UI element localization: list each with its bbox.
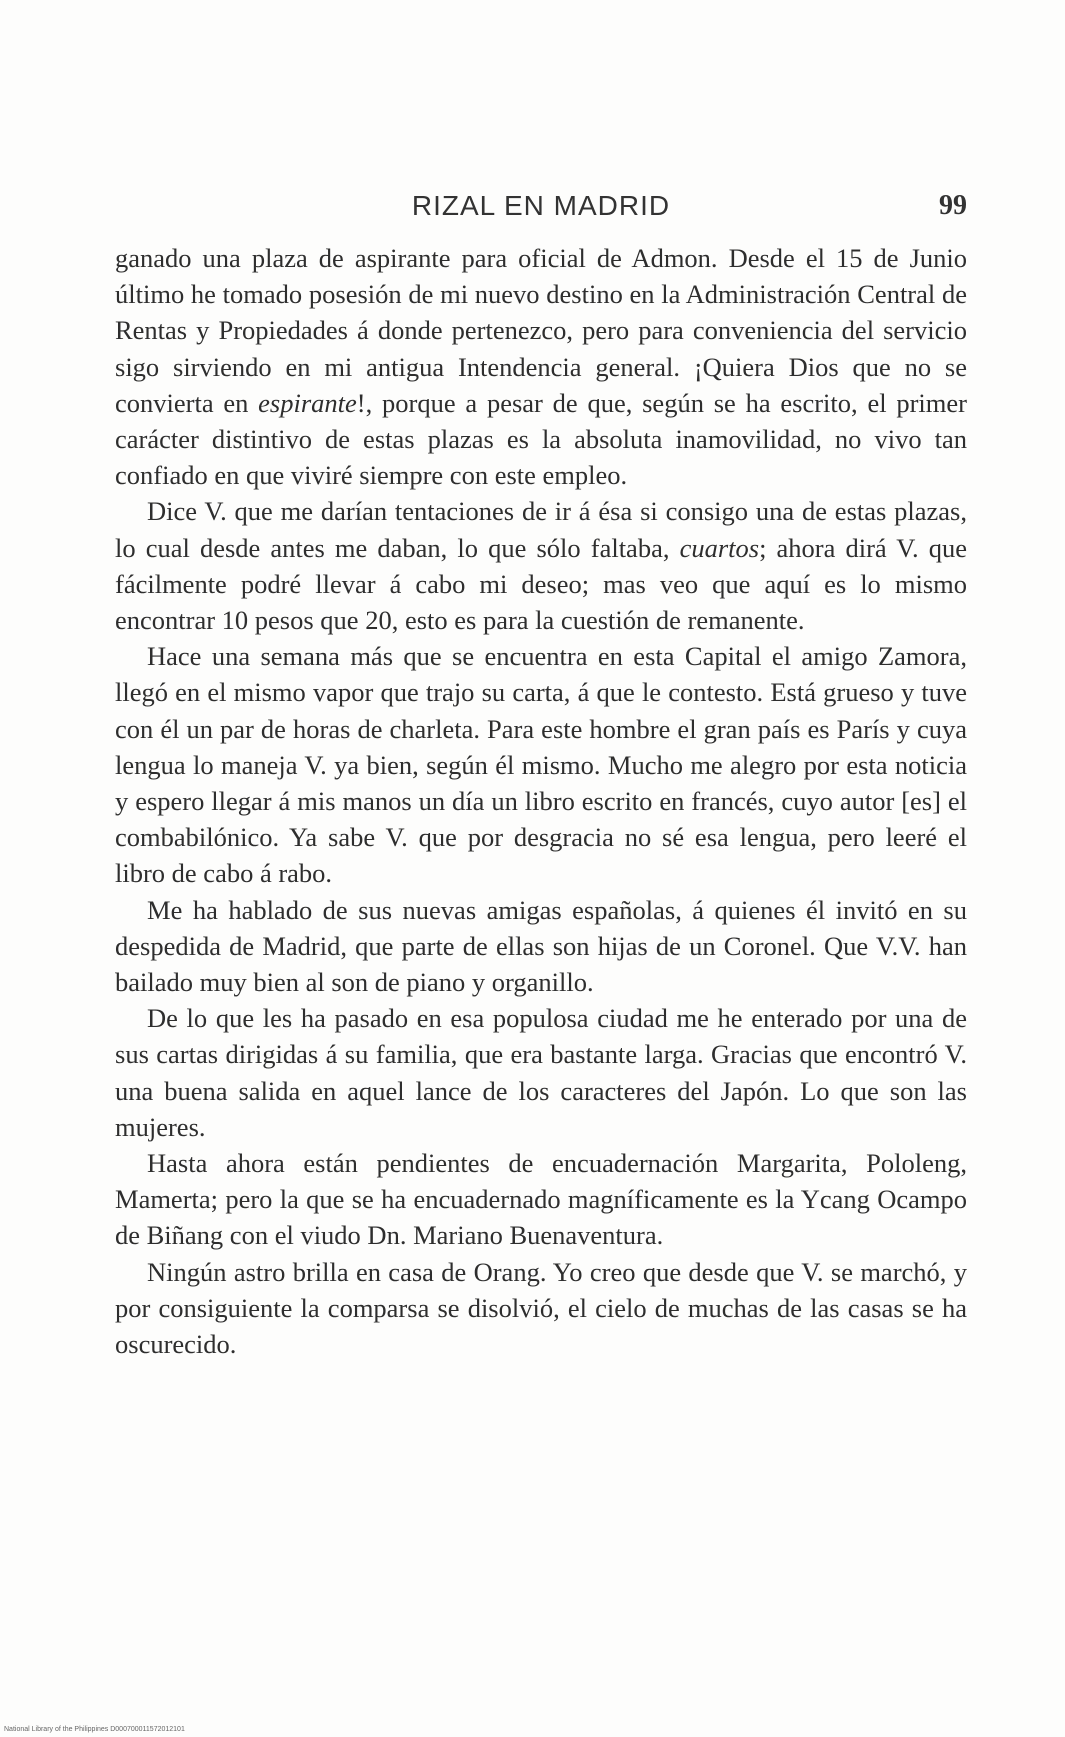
italic-text: espirante (258, 387, 357, 418)
page-number: 99 (939, 190, 967, 221)
page-header (115, 190, 967, 230)
paragraph (115, 892, 967, 1001)
paragraph (115, 1145, 967, 1254)
paragraph (115, 1254, 967, 1363)
text-run: De lo que les ha pasado en esa populosa ciudad me he enterado por una de sus cartas dirigidas á su familia, que era bastante larga. Gracias que encontró V. una buena salida en aquel lance de los caracteres del Japón. Lo que son las mujeres. (115, 1003, 967, 1142)
italic-text: cuartos (679, 532, 760, 563)
archive-footer: National Library of the Philippines D000700011572012101 (4, 1726, 185, 1733)
text-run: !, porque a pesar de que, según se ha escrito, el primer carácter distintivo de estas plazas es la absoluta inamovilidad, no vivo tan confiado en que viviré siempre con este empleo. (115, 387, 967, 491)
paragraph (115, 240, 967, 493)
body-text (115, 240, 967, 1362)
paragraph (115, 638, 967, 891)
text-run: ganado una plaza de aspirante para oficial de Admon. Desde el 15 de Junio último he tomado posesión de mi nuevo destino en la Administración Central de Rentas y Propiedades á donde pertenezco, pero para conveniencia del servicio sigo sirviendo en mi antigua Intendencia general. ¡Quiera Dios que no se convierta en (115, 243, 967, 418)
text-run: Me ha hablado de sus nuevas amigas españolas, á quienes él invitó en su despedida de Madrid, que parte de ellas son hijas de un Coronel. Que V.V. han bailado muy bien al son de piano y organillo. (115, 894, 967, 998)
text-run: Hasta ahora están pendientes de encuadernación Margarita, Pololeng, Mamerta; pero la que se ha encuadernado magníficamente es la Ycang Ocampo de Biñang con el viudo Dn. Mariano Buenaventura. (115, 1148, 967, 1251)
text-run: Ningún astro brilla en casa de Orang. Yo creo que desde que V. se marchó, y por consiguiente la comparsa se disolvió, el cielo de muchas de las casas se ha oscurecido. (115, 1256, 967, 1360)
paragraph (115, 1000, 967, 1145)
paragraph (115, 493, 967, 638)
text-run: ; ahora dirá V. que fácilmente podré llevar á cabo mi deseo; mas veo que aquí es lo mismo encontrar 10 pesos que 20, esto es para la cuestión de remanente. (115, 532, 967, 636)
text-run: Dice V. que me darían tentaciones de ir á ésa si consigo una de estas plazas, lo cual desde antes me daban, lo que sólo faltaba, (115, 496, 967, 563)
text-run: Hace una semana más que se encuentra en esta Capital el amigo Zamora, llegó en el mismo vapor que trajo su carta, á que le contesto. Está grueso y tuve con él un par de horas de charleta. Para este hombre el gran país es París y cuya lengua lo maneja V. ya bien, según él mismo. Mucho me alegro por esta noticia y espero llegar á mis manos un día un libro escrito en francés, cuyo autor [es] el combabilónico. Ya sabe V. que por desgracia no sé esa lengua, pero leeré el libro de cabo á rabo. (115, 641, 967, 889)
running-title: RIZAL EN MADRID (411, 190, 671, 221)
